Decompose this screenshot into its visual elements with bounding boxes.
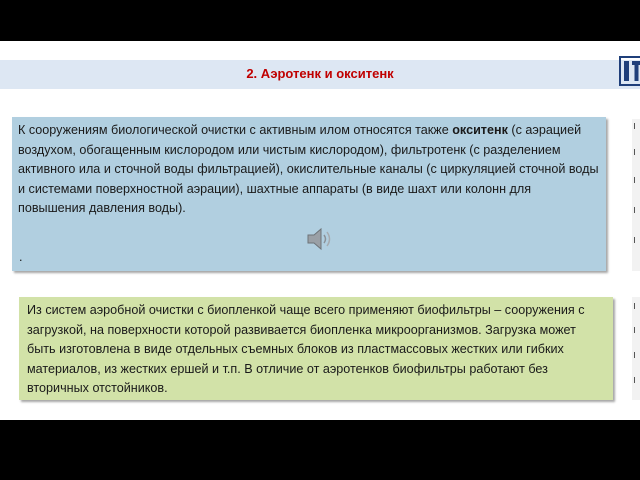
- edge-mark: [634, 207, 639, 213]
- edge-mark: [634, 237, 639, 243]
- box2-paragraph: Из систем аэробной очистки с биопленкой чаще всего применяют биофильтры – сооружения с загрузкой, на поверхности которой развивается биопленка микроорганизмов. Загрузка может быть изготовлена в виде отдельных съемных блоков из пластмассовых жестких или гибких материалов, из жестких ершей и т.п. В отличие от аэротенков биофильтры работают без вторичных отстойников.: [27, 303, 585, 395]
- box1-text-before: К сооружениям биологической очистки с активным илом относятся также: [18, 123, 453, 137]
- box1-text-bold: окситенк: [452, 123, 508, 137]
- biofilm-textbox: [19, 297, 613, 400]
- edge-mark: [634, 123, 639, 129]
- box1-trailing-dot: .: [19, 250, 23, 264]
- edge-mark: [634, 352, 639, 358]
- edge-mark: [634, 177, 639, 183]
- title-bar: [0, 60, 640, 89]
- speaker-icon[interactable]: [305, 226, 335, 252]
- box1-paragraph: [18, 121, 600, 219]
- edge-mark: [634, 377, 639, 383]
- presentation-slide: [0, 41, 640, 420]
- university-logo-icon: [619, 55, 640, 87]
- edge-mark: [634, 303, 639, 309]
- adjacent-slide-edge-bottom: [632, 297, 640, 400]
- slide-title: 2. Аэротенк и окситенк: [246, 66, 394, 81]
- edge-mark: [634, 327, 639, 333]
- box1-text-after: (с аэрацией воздухом, обогащенным кислородом или чистым кислородом), фильтротенк (с разделением активного ила и сточной воды фильтрацией), окислительные каналы (с циркуляцией сточной воды и системами поверхностной аэрации), шахтные аппараты (в виде шахт или колонн для повышения давления воды).: [18, 123, 599, 215]
- edge-mark: [634, 149, 639, 155]
- adjacent-slide-edge-top: [632, 119, 640, 271]
